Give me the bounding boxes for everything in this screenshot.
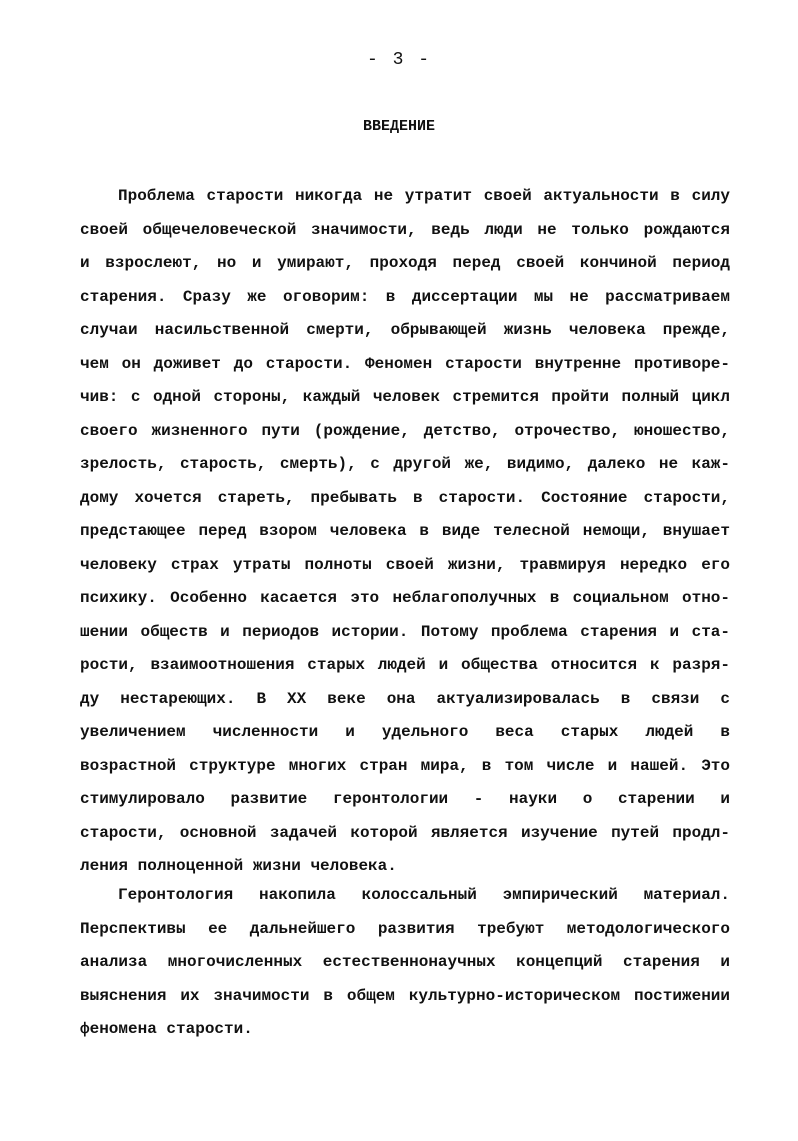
paragraph-1 xyxy=(80,180,730,884)
text-line: предстающее перед взором человека в виде телесной немощи, внушает xyxy=(80,522,730,540)
section-heading: ВВЕДЕНИЕ xyxy=(362,118,435,135)
text-line: психику. Особенно касается это неблагополучных в социальном отно- xyxy=(80,589,730,607)
page-number: - 3 - xyxy=(366,50,431,70)
text-line: своего жизненного пути (рождение, детство, отрочество, юношество, xyxy=(80,421,730,440)
paragraph-2 xyxy=(80,879,730,1047)
text-line: ду нестареющих. В XX веке она актуализировалась в связи с xyxy=(80,689,730,708)
text-line: дому хочется стареть, пребывать в старости. Состояние старости, xyxy=(80,488,730,507)
text-line: феномена старости. xyxy=(80,1020,253,1038)
text-line: стимулировало развитие геронтологии - науки о старении и xyxy=(80,790,730,808)
text-line: своей общечеловеческой значимости, ведь люди не только рождаются xyxy=(80,220,730,239)
text-line: анализа многочисленных естественнонаучных концепций старения и xyxy=(80,953,730,971)
text-line: рости, взаимоотношения старых людей и общества относится к разря- xyxy=(80,656,730,674)
text-line: случаи насильственной смерти, обрывающей жизнь человека прежде, xyxy=(80,321,730,339)
text-line: чем он доживет до старости. Феномен старости внутренне противоре- xyxy=(80,354,730,373)
text-line: шении обществ и периодов истории. Потому проблема старения и ста- xyxy=(80,622,730,641)
text-line: старости, основной задачей которой является изучение путей продл- xyxy=(80,823,730,842)
text-line: чив: с одной стороны, каждый человек стремится пройти полный цикл xyxy=(80,388,730,406)
text-line: выяснения их значимости в общем культурно-историческом постижении xyxy=(80,986,730,1005)
text-line: и взрослеют, но и умирают, проходя перед своей кончиной период xyxy=(80,254,730,272)
text-line: человеку страх утраты полноты своей жизни, травмируя нередко его xyxy=(80,555,730,574)
text-line: возрастной структуре многих стран мира, в том числе и нашей. Это xyxy=(80,756,730,775)
text-line: увеличением численности и удельного веса старых людей в xyxy=(80,723,730,741)
text-line: старения. Сразу же оговорим: в диссертации мы не рассматриваем xyxy=(80,287,730,306)
text-line: зрелость, старость, смерть), с другой же, видимо, далеко не каж- xyxy=(80,455,730,473)
text-line: ления полноценной жизни человека. xyxy=(80,857,397,875)
text-line: Геронтология накопила колоссальный эмпирический материал. xyxy=(118,886,730,904)
text-line: Проблема старости никогда не утратит своей актуальности в силу xyxy=(118,187,730,205)
text-line: Перспективы ее дальнейшего развития требуют методологического xyxy=(80,919,730,938)
